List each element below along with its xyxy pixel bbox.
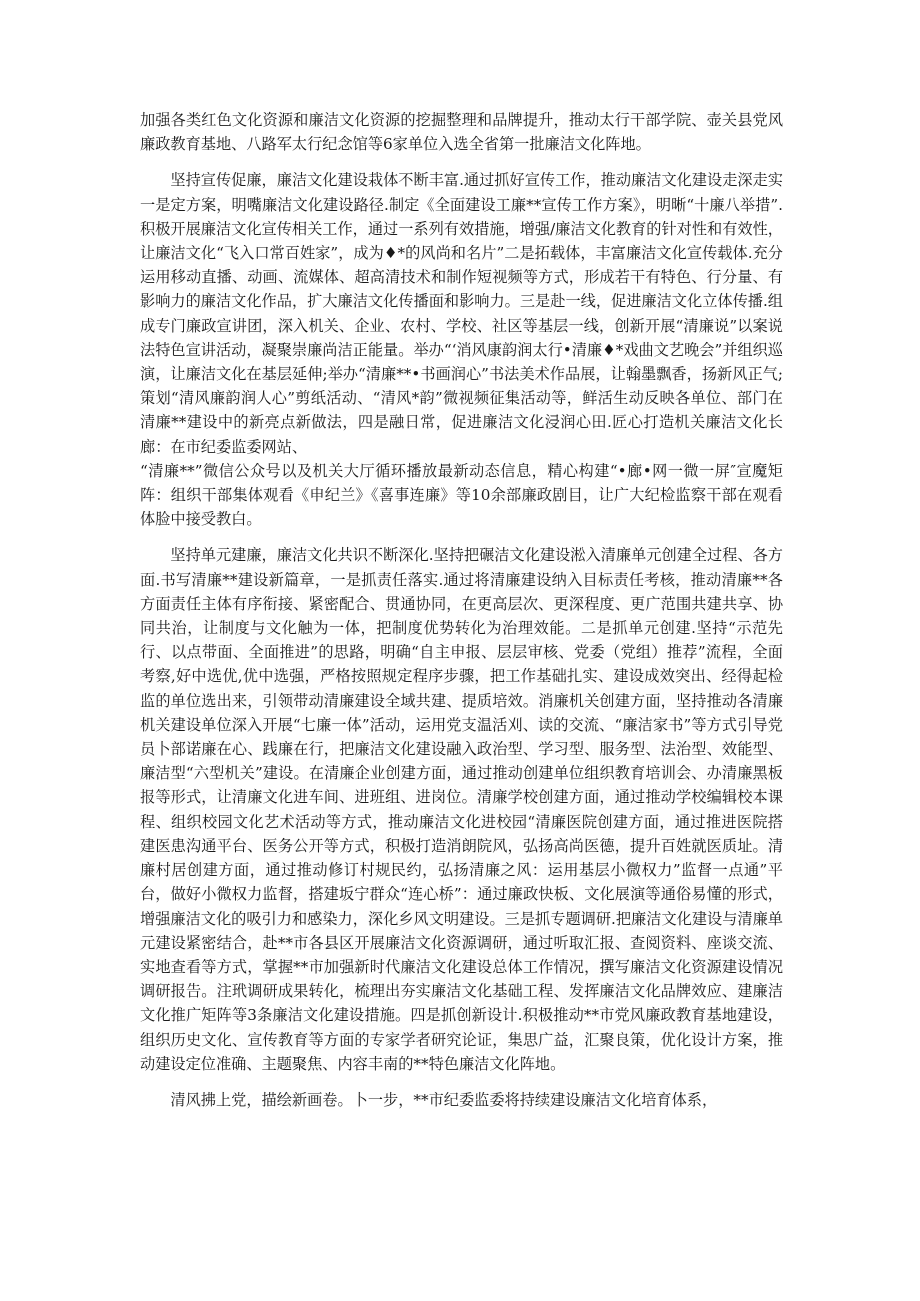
paragraph-conclusion: 清风拂上党，描绘新画卷。卜一步，**市纪委监委将持续建设廉洁文化培育体系，	[170, 1090, 718, 1109]
paragraph-publicity-continued: “清廉**”微信公众号以及机关大厅循环播放最新动态信息，精心构建“•廊•网一微一屏″宣魔矩阵：组织干部集体观看《申纪兰》《喜事连廉》等10余部廉政剧目，让广大纪检监察干部在观看体脸中接受教白。	[140, 461, 783, 529]
document-body	[140, 108, 783, 1112]
paragraph-unit-building: 坚持单元建廉，廉洁文化共识不断深化.坚持把碾洁文化建设淞入清廉单元创建全过程、各方面.书写清廉**建设新篇章，一是抓责任落实.通过将清廉建设纳入目标责任考核，推动清廉**各方面责任主体有序衔接、紧密配合、贯通协同，在更高层次、更深程度、更广范围共建共享、协同共治，让制度与文化触为一体，把制度优势转化为治理效能。二是抓单元创建.坚持“示范先行、以点带面、全面推进”的思路，明确“自主申报、层层审核、党委（党组）推荐”流程，全面考察,好中选优,优中选强，严格按照规定程序步骤，把工作基础扎实、建设成效突出、经得起检监的单位选出来，引领带动清廉建设全域共建、提质培效。消廉机关创建方面，坚持推动各清廉机关建设单位深入开展“七廉一体”活动，运用党支温活刈、读的交流、“廉洁家书”等方式引导党员卜部诺廉在心、践廉在行，把廉洁文化建设融入政治型、学习型、服务型、法治型、效能型、廉洁型“六型机关”建设。在清廉企业创建方面，通过推动创建单位组织教育培训会、办清廉黑板报等形式，让清廉文化进车间、进班组、进岗位。清廉学校创建方面，通过推动学校编辑校本课程、组织校园文化艺术活动等方式，推动廉洁文化进校园“清廉医院创建方面，通过推进医院搭建医患沟通平台、医务公开等方式，积极打造消朗院风，弘扬高尚医德，提升百姓就医质址。清廉村居创建方面，通过推动修订村规民约，弘扬清廉之风：运用基层小微权力”监督一点通”平台，做好小微权力监督，搭建坂宁群众“连心桥”：通过廉政快板、文化展演等通俗易懂的形式，增强廉洁文化的吸引力和感染力，深化乡风文明建设。三是抓专题调研.把廉洁文化建设与清廉单元建设紧密结合，赴**市各县区开展廉洁文化资源调研，通过听取汇报、查阅资料、座谈交流、实地查看等方式，掌握**市加强新时代廉洁文化建设总体工作情况，撰写廉洁文化资源建设情况调研报告。注玳调研成果转化，梳理出夯实廉洁文化基础工程、发挥廉洁文化品牌效应、建廉洁文化推广矩阵等3条廉洁文化建设措施。四是抓创新设计.积极推动**市党风廉政教育基地建设，组织历史文化、宣传教育等方面的专家学者研究论证，集思广益，汇聚良策，优化设计方案，推动建设定位准确、主题聚焦、内容丰南的**特色廉洁文化阵地。	[140, 546, 783, 1073]
paragraph-publicity: 坚持宣传促廉，廉洁文化建设栽体不断丰富.通过抓好宣传工作，推动廉洁文化建设走深走实一是定方案，明嘴廉洁文化建设路径.制定《全面建设工廉**宣传工作方案》，明晰“十廉八举措”.积极开展廉洁文化宣传相关工作，通过一系列有效措施，增强/廉洁文化教育的针对性和有效性，让廉洁文化“飞入口常百姓家”，成为♦*的风尚和名片”二是拓载体，丰富廉洁文化宣传载体.充分运用移动直播、动画、流媒体、超高清技术和制作短视频等方式，形成若干有特色、行分量、有影响力的廉洁文化作品，扩大廉洁文化传播面和影响力。三是赴一线，促进廉洁文化立体传播.组成专门廉政宣讲团，深入机关、企业、农村、学校、社区等基层一线，创新开展“清廉说”以案说法特色宣讲活动，凝聚崇廉尚洁正能量。举办“‘消风康韵润太行•清廉♦*戏曲文艺晚会”并组织巡演，让廉洁文化在基层延伸;举办“清廉**•书画润心”书法美术作品展，让翰墨飘香，扬新风正气;策划“清风廉韵润人心”剪纸活动、“清风*韵”微视频征集活动等，鲜活生动反映各单位、部门在清廉**建设中的新亮点新做法，四是融日常，促进廉洁文化浸润心田.匠心打造机关廉洁文化长廊：在市纪委监委网站、	[140, 171, 783, 456]
paragraph-continuation-red-culture: 加强各类红色文化资源和廉洁文化资源的挖掘整理和品牌提升，推动太行干部学院、壶关县党风廉政教育基地、八路军太行纪念馆等6家单位入选全省第一批廉洁文化阵地。	[140, 111, 783, 154]
